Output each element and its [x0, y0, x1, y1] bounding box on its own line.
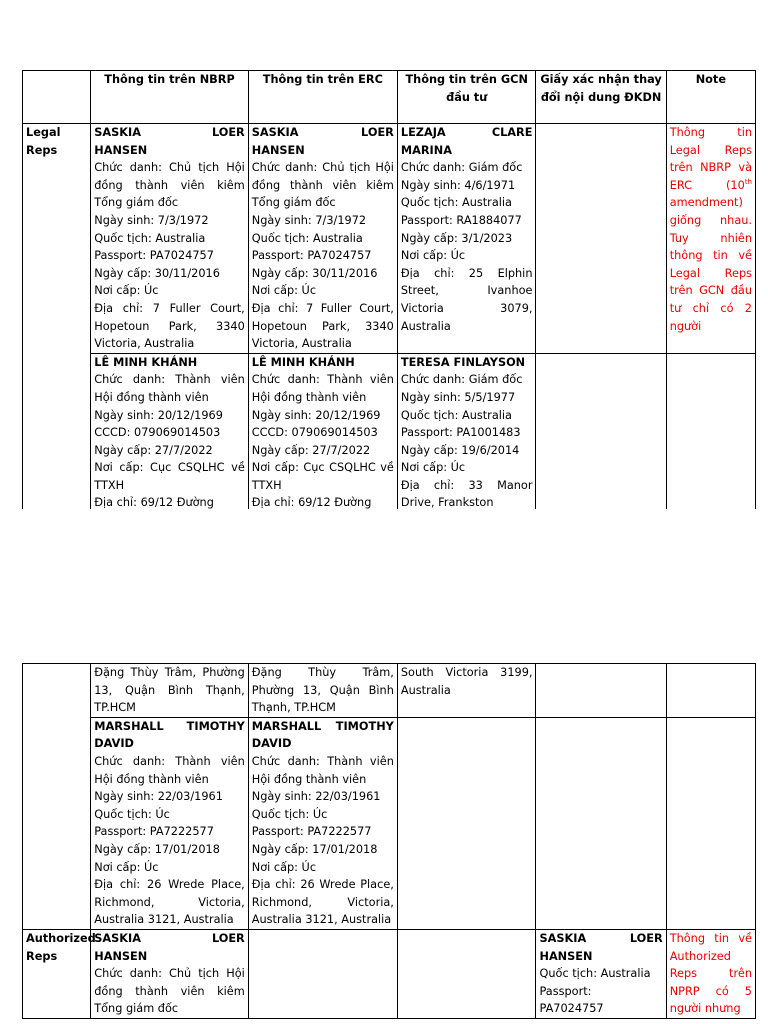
detail-line: Nơi cấp: Úc — [251, 284, 317, 298]
header-giay: Giấy xác nhận thay đổi nội dung ĐKDN — [536, 71, 666, 124]
detail-line: Chức danh: Chủ tịch Hội đồng thành viên kiêm Tổng giám đốc — [94, 161, 245, 210]
detail-line: Quốc tịch: Australia — [539, 967, 651, 981]
detail-line: Chức danh: Thành viên Hội đồng thành viên — [251, 373, 394, 404]
person-name: TERESA FINLAYSON — [400, 355, 526, 369]
cell-nbrp — [91, 353, 249, 509]
detail-line: Chức danh: Chủ tịch Hội đồng thành viên kiêm Tổng giám đốc — [94, 967, 245, 1016]
detail-line: Ngày cấp: 27/7/2022 — [94, 443, 213, 457]
detail-line: Chức danh: Giám đốc — [400, 373, 523, 387]
table-row — [23, 717, 756, 929]
person-name: SASKIA LOER — [94, 126, 245, 139]
detail-line: Nơi cấp: Úc — [94, 284, 159, 298]
table-row — [23, 353, 756, 509]
detail-line: Chức danh: Giám đốc — [400, 161, 523, 175]
cell-nbrp — [91, 124, 249, 354]
table-page-2 — [22, 663, 756, 1024]
cell-erc — [248, 929, 397, 1018]
detail-line: Nơi cấp: Úc — [400, 249, 466, 263]
detail-line: Ngày sinh: 4/6/1971 — [400, 178, 516, 192]
detail-line: Passport: PA7024757 — [251, 249, 372, 263]
detail-line: Passport: PA7024757 — [94, 249, 214, 263]
cell-erc — [248, 124, 397, 354]
cell-gcn — [397, 717, 536, 929]
detail-line: Chức danh: Thành viên Hội đồng thành viên — [94, 373, 245, 404]
cell-giay — [536, 717, 666, 929]
cell-gcn: South Victoria 3199, Australia — [397, 664, 536, 718]
person-name: SASKIA LOER — [539, 931, 663, 945]
cell-erc — [248, 717, 397, 929]
detail-line: Ngày sinh: 20/12/1969 — [94, 408, 223, 422]
cell-gcn — [397, 353, 536, 509]
cell-giay — [536, 664, 666, 718]
detail-line: Ngày sinh: 22/03/1961 — [94, 790, 223, 804]
detail-line: PA7024757 — [539, 1002, 604, 1016]
cell-note — [666, 124, 755, 354]
person-name: LÊ MINH KHÁNH — [251, 355, 355, 369]
row-category-authorized: Authorized Reps — [23, 929, 91, 1018]
cell-note: Thông tin về Authorized Reps trên NPRP có 5 người nhưng — [666, 929, 755, 1018]
cell-note — [666, 717, 755, 929]
person-name: DAVID — [94, 737, 134, 751]
cell-erc: Đặng Thùy Trâm, Phường 13, Quận Bình Thạnh, TP.HCM — [248, 664, 397, 718]
cell-gcn — [397, 929, 536, 1018]
detail-line: CCCD: 079069014503 — [251, 426, 378, 440]
detail-line: Ngày sinh: 5/5/1977 — [400, 390, 516, 404]
table-row — [23, 929, 756, 1018]
person-name: MARINA — [400, 143, 452, 157]
detail-line: Quốc tịch: Australia — [251, 231, 363, 245]
header-erc: Thông tin trên ERC — [248, 71, 397, 124]
cell-gcn — [397, 124, 536, 354]
person-name: HANSEN — [539, 949, 593, 963]
detail-line: Quốc tịch: Úc — [251, 807, 328, 821]
detail-line: Ngày sinh: 20/12/1969 — [251, 408, 381, 422]
detail-line: Passport: RA1884077 — [400, 213, 522, 227]
detail-line: Địa chỉ: 25 Elphin Street, Ivanhoe Victoria 3079, Australia — [400, 266, 533, 333]
detail-line: Nơi cấp: Úc — [400, 461, 466, 475]
cell-nbrp: Đặng Thùy Trâm, Phường 13, Quận Bình Thạnh, TP.HCM — [91, 664, 249, 718]
person-name: MARSHALL TIMOTHY — [94, 719, 245, 733]
detail-line: Địa chỉ: 69/12 Đường — [251, 496, 372, 509]
comparison-table — [22, 70, 756, 509]
detail-line: Ngày cấp: 19/6/2014 — [400, 443, 520, 457]
person-name: HANSEN — [94, 949, 148, 963]
detail-line: CCCD: 079069014503 — [94, 426, 221, 440]
header-gcn: Thông tin trên GCN đầu tư — [397, 71, 536, 124]
row-category-legal: Legal Reps — [23, 124, 91, 510]
detail-line: Quốc tịch: Úc — [94, 807, 170, 821]
person-name: SASKIA LOER — [251, 126, 394, 139]
detail-line: Địa chỉ: 7 Fuller Court, Hopetoun Park, 3340 Victoria, Australia — [94, 301, 245, 351]
detail-line: Địa chỉ: 26 Wrede Place, Richmond, Victoria, Australia 3121, Australia — [94, 878, 245, 927]
note-superscript: th — [744, 178, 752, 187]
detail-line: Passport: PA7222577 — [94, 825, 214, 839]
detail-line: Chức danh: Chủ tịch Hội đồng thành viên kiêm Tổng giám đốc — [251, 161, 394, 210]
detail-line: Địa chỉ: 33 Manor Drive, Frankston — [400, 478, 533, 509]
table-row — [23, 664, 756, 718]
cell-nbrp — [91, 929, 249, 1018]
detail-line: Quốc tịch: Australia — [400, 408, 512, 422]
person-name: SASKIA LOER — [94, 931, 245, 945]
detail-line: Ngày cấp: 30/11/2016 — [251, 266, 378, 280]
cell-giay — [536, 124, 666, 354]
cell-erc — [248, 353, 397, 509]
detail-line: Passport: PA7222577 — [251, 825, 372, 839]
comparison-table-continued — [22, 663, 756, 1019]
table-header-row — [23, 71, 756, 124]
note-text: amendment) giống nhau. Tuy nhiên thông tin về Legal Reps trên GCN đầu tư chỉ có 2 người — [669, 196, 752, 333]
person-name: LEZAJA CLARE — [400, 126, 533, 139]
cell-note — [666, 664, 755, 718]
detail-line: Ngày sinh: 7/3/1972 — [251, 213, 367, 227]
table-page-1 — [22, 70, 756, 509]
cell-nbrp — [91, 717, 249, 929]
detail-line: Địa chỉ: 7 Fuller Court, Hopetoun Park, 3340 Victoria, Australia — [251, 301, 394, 351]
detail-line: Nơi cấp: Úc — [251, 860, 317, 874]
note-text: Thông tin Legal Reps trên NBRP và ERC (10 — [669, 126, 752, 192]
header-nbrp: Thông tin trên NBRP — [91, 71, 249, 124]
detail-line: Chức danh: Thành viên Hội đồng thành viên — [251, 754, 394, 786]
cell-giay — [536, 929, 666, 1018]
detail-line: Ngày cấp: 17/01/2018 — [94, 842, 220, 856]
detail-line: Ngày sinh: 22/03/1961 — [251, 790, 381, 804]
detail-line: Quốc tịch: Australia — [400, 196, 512, 210]
detail-line: Nơi cấp: Cục CSQLHC về TTXH — [251, 461, 394, 492]
detail-line: Địa chỉ: 26 Wrede Place, Richmond, Victoria, Australia 3121, Australia — [251, 878, 394, 927]
detail-line: Chức danh: Thành viên Hội đồng thành viên — [94, 754, 245, 786]
detail-line: Ngày cấp: 3/1/2023 — [400, 231, 513, 245]
table-row — [23, 124, 756, 354]
detail-line: Địa chỉ: 69/12 Đường — [94, 496, 214, 509]
cell-note — [666, 353, 755, 509]
detail-line: Quốc tịch: Australia — [94, 231, 206, 245]
person-name: DAVID — [251, 737, 292, 751]
header-category — [23, 71, 91, 124]
detail-line: Ngày cấp: 30/11/2016 — [94, 266, 220, 280]
person-name: LÊ MINH KHÁNH — [94, 355, 198, 369]
detail-line: Ngày cấp: 17/01/2018 — [251, 842, 378, 856]
person-name: HANSEN — [251, 143, 305, 157]
detail-line: Ngày sinh: 7/3/1972 — [94, 213, 209, 227]
cell-giay — [536, 353, 666, 509]
detail-line: Passport: PA1001483 — [400, 426, 521, 440]
detail-line: Nơi cấp: Úc — [94, 860, 159, 874]
person-name: HANSEN — [94, 143, 148, 157]
person-name: MARSHALL TIMOTHY — [251, 719, 394, 733]
detail-line: Ngày cấp: 27/7/2022 — [251, 443, 371, 457]
header-note: Note — [666, 71, 755, 124]
row-category-empty — [23, 664, 91, 930]
detail-line: Passport: — [539, 984, 592, 998]
detail-line: Nơi cấp: Cục CSQLHC về TTXH — [94, 461, 245, 492]
